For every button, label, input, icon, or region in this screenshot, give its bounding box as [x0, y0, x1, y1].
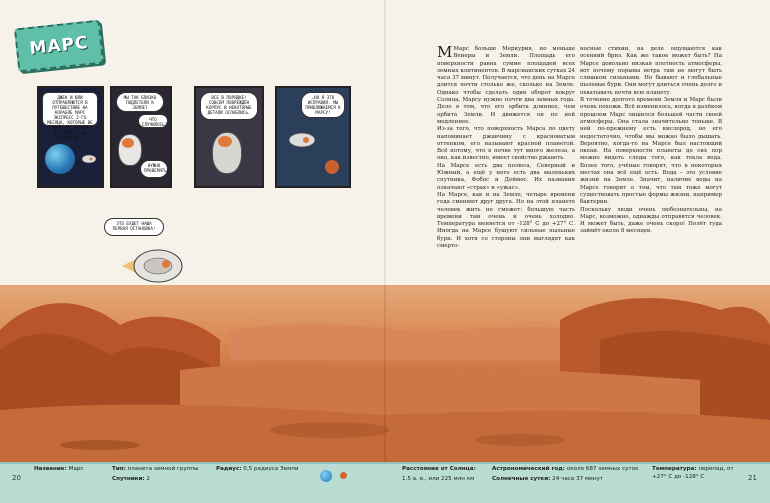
panel-2-bubble-b: ЧТО СЛУЧИЛОСЬ? — [138, 114, 168, 128]
comic-panel-2 — [110, 86, 172, 188]
fact-name — [34, 465, 84, 473]
fact-type-value: планета земной группы — [127, 466, 199, 472]
fact-temperature-label: Температура: — [652, 466, 697, 472]
article-paragraph-1 — [437, 43, 575, 126]
drop-cap: М — [437, 43, 453, 61]
fact-satellites — [112, 475, 150, 483]
fact-distance-label: Расстояние от Солнца: — [402, 466, 476, 472]
spaceship-large-icon — [118, 244, 188, 288]
fact-radius-label: Радиус: — [216, 466, 242, 472]
article-paragraph-7: Поскольку люди очень любознательны, на Марс, возможно, однажды отправятся человек. И может быть, даже очень скоро! Полёт туда займёт около 8 месяцев. — [580, 206, 722, 235]
article-paragraph-3: На Марсе есть два полюса, Северный и Южный, а ещё у него есть два маленьких спутника, Фобос и Деймос. Их названия означают «страх» и «ужас». — [437, 162, 575, 191]
earth-size-icon — [320, 470, 332, 482]
article-paragraph-1-text: Марс больше Меркурия, но меньше Венеры и Земли. Площадь его поверхности равна сумме площадей всех земных континентов. В марсианских сутках 24 часа 37 минут. Получается, что день на Марсе длится почти столько же, сколько на Земле. Однако чтобы сделать один оборот вокруг Солнца, Марсу нужно почти два земных года. Дело в том, что его орбита длиннее, чем орбита Земли. И движется он по ней медленнее. — [437, 46, 575, 125]
fact-name-value: Марс — [68, 466, 84, 472]
article-paragraph-6: В течение долгого времени Земля и Марс были очень похожи. Всё изменилось, когда в далёком прошлом Марс лишился большей части своей атмосферы. Она стала значительно тоньше. В ней по-прежнему есть кислород, но его недостаточно, чтобы мы можно было дышать. Вероятно, когда-то на Марсе был настоящий океан. На поверхности планеты до сих пор можно видеть следы того, как текла вода. Более того, учёные говорят, что в некоторых местах она всё ещё есть. Вода – это условие жизни на Земле. Значит, наличие воды на Марсе говорит о том, что там тоже могут существовать простые формы жизни, например бактерии. — [580, 97, 722, 206]
comic-panel-4 — [275, 86, 351, 188]
mars-size-icon — [340, 472, 347, 479]
ship-speech-bubble: ЭТО БУДЕТ НАША ПЕРВАЯ ОСТАНОВКА! — [104, 218, 164, 236]
fact-day — [492, 475, 603, 483]
fact-name-label: Название: — [34, 466, 67, 472]
fact-type — [112, 465, 199, 473]
chapter-title: МАРС — [28, 32, 90, 60]
comic-panel-1 — [37, 86, 104, 188]
page-number-left: 20 — [12, 474, 21, 482]
spaceship-small-icon — [81, 154, 97, 164]
astronaut-visor — [122, 138, 134, 148]
book-gutter — [384, 0, 386, 503]
fact-year-label: Астрономический год: — [492, 466, 565, 472]
chapter-title-badge — [14, 20, 104, 73]
article-paragraph-5: носные стихии, на деле ощущаются как осенний бриз. Как же такое может быть? На Марсе довольно низкая плотность атмосферы, вот почему порывы ветра там не могут быть слишком сильными. Но бывают и глобальные пылевые бури. Они могут длиться очень долго и охватывать почти всю планету. — [580, 46, 722, 96]
panel-2-bubble-a: МЫ ТАК БЛИЗКО ПОДЛЕТЕЛИ К ЗЕМЛЕ? — [116, 92, 164, 112]
fact-temperature-value: перепад, от +27° С до -128° С — [652, 466, 734, 480]
earth-illustration — [45, 144, 75, 174]
mars-planet-icon — [325, 160, 339, 174]
fact-distance — [402, 465, 476, 473]
fact-year — [492, 465, 638, 473]
fact-satellites-label: Спутники: — [112, 476, 145, 482]
article-column-left — [437, 43, 575, 250]
panel-4-bubble: …НО Я ЭТО ИСПРАВИЛ. МЫ ПРИБЛИЖАЕМСЯ К МАРСУ! — [301, 92, 345, 118]
article-paragraph-2: Из-за того, что поверхность Марса по цвету напоминает ржавчину с красноватым оттенком, его называют красной планетой. Всё потому, что в почве тут много железа, а оно, как известно, имеет свойство ржаветь. — [437, 126, 575, 162]
article-paragraph-4: На Марсе, как и на Земле, четыре времени года сменяют друг друга. Но на этой планете человек жить не сможет: большую часть времени там очень и очень холодно. Температура меняется от -128° С до +27° С. Иногда на Марсе бушуют сильные пыльные бури. И хотя со стороны они выглядят как смерто- — [437, 191, 575, 250]
spaceship-icon — [287, 130, 317, 150]
article-column-right — [580, 46, 722, 236]
fact-radius-value: 0,5 радиуса Земли — [243, 466, 299, 472]
panel-3-bubble: ВСЕ В ПОРЯДКЕ! СОВСЕМ ПОВРЕЖДЁН КОРПУС И НЕКОТОРЫЕ ДЕТАЛИ ОСЛАБЛИСЬ. — [200, 92, 258, 120]
fact-satellites-value: 2 — [146, 476, 150, 482]
fact-year-value: около 687 земных суток — [566, 466, 639, 472]
fact-distance-value: 1,5 а. е., или 225 млн км — [402, 476, 475, 482]
comic-panel-3 — [194, 86, 264, 188]
fact-day-label: Солнечные сутки: — [492, 476, 551, 482]
fact-temperature — [652, 465, 748, 481]
panel-1-caption: ДЖЕК И ЮЛИ ОТПРАВЛЯЮТСЯ В ПУТЕШЕСТВИЕ НА КОРАБЛЕ МАРС ЭКСПРЕСС 2-ГО МЕСЯЦА, КОТОРЫЕ ВЕ ОТВЫЕТ ОТ ЧЕТЫРЕХ ЛАСТОЧЕК И НА ПРИБАНИЮ. — [42, 92, 98, 126]
page-number-right: 21 — [748, 474, 757, 482]
fact-radius — [216, 465, 299, 473]
panel-2-bubble-c: НУЖНО ПРОВЕРИТЬ! — [140, 160, 168, 178]
fact-day-value: 24 часа 37 минут — [552, 476, 604, 482]
fact-type-label: Тип: — [112, 466, 126, 472]
astronaut-visor — [218, 136, 232, 147]
